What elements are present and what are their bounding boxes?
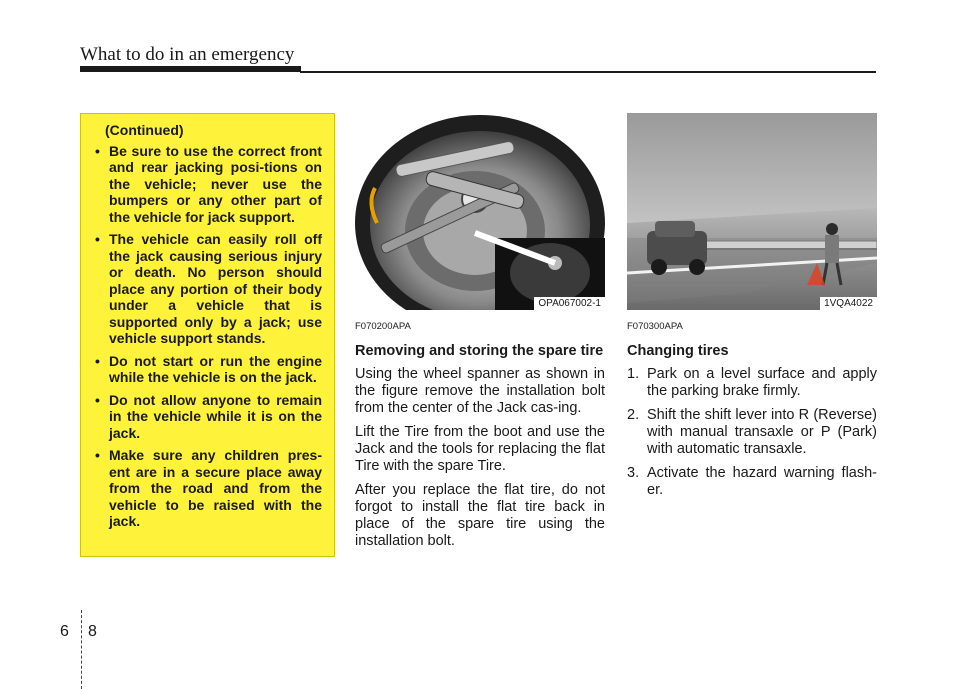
warning-item-text: The vehicle can easily roll off the jack causing serious injury or death. No person should place any portion of their body under a vehicle that is supported only by a jack; use vehicle support stands. [109,231,322,346]
photo-code-label: 1VQA4022 [820,297,877,310]
warning-item [95,353,322,386]
warning-item-text: Do not start or run the engine while the vehicle is on the jack. [109,352,322,385]
step-number: 2. [627,407,640,423]
warning-item [95,392,322,442]
step-text: Shift the shift lever into R (Reverse) with manual transaxle or P (Park) with automatic transaxle. [647,407,877,457]
paragraph: Lift the Tire from the boot and use the Jack and the tools for replacing the flat Tire with the spare Tire. [355,424,605,474]
warning-continued-label: (Continued) [105,122,184,138]
step-item [627,407,877,458]
bullet-icon: • [95,142,100,159]
warning-item-text: Be sure to use the correct front and rear jacking posi-tions on the vehicle; never use the bumpers or any other part of the vehicle for jack support. [109,142,322,225]
page-header-title: What to do in an emergency [80,44,295,65]
section-code: F070200APA [355,321,411,332]
spare-tire-illustration [355,113,605,310]
step-item [627,366,877,400]
roadside-illustration [627,113,877,310]
bullet-icon: • [95,352,100,369]
warning-item [95,143,322,226]
section-spare-tire [355,318,605,557]
highway-photo [627,113,877,310]
warning-box [80,113,335,557]
header-rule-thick [80,66,301,72]
warning-item [95,447,322,530]
page-number: 8 [88,623,97,640]
step-number: 3. [627,465,640,481]
bullet-icon: • [95,447,100,463]
paragraph: After you replace the flat tire, do not forgot to install the flat tire back in place of the spare tire using the installation bolt. [355,482,605,549]
warning-item [95,231,322,347]
step-text: Park on a level surface and apply the parking brake firmly. [647,366,877,399]
step-text: Activate the hazard warning flash-er. [647,465,877,498]
photo-code-label: OPA067002-1 [534,297,605,310]
warning-item-text: Make sure any children pres-ent are in a secure place away from the road and from the vehicle to be raised with the jack. [109,447,322,529]
bullet-icon: • [95,231,100,247]
steps-list [627,366,877,499]
header-rule-thin [300,71,876,73]
paragraph: Using the wheel spanner as shown in the figure remove the installation bolt from the center of the Jack cas-ing. [355,366,605,416]
section-code: F070300APA [627,321,683,332]
page-chapter-number: 6 [60,623,69,640]
spare-tire-photo [355,113,605,310]
section-heading: Changing tires [627,343,729,359]
footer-divider [81,610,83,689]
warning-list [95,143,322,530]
warning-item-text: Do not allow anyone to remain in the vehicle while it is on the jack. [109,391,322,441]
section-heading: Removing and storing the spare tire [355,343,604,359]
step-number: 1. [627,366,640,382]
bullet-icon: • [95,391,100,408]
section-changing-tires [627,318,877,506]
step-item [627,465,877,499]
